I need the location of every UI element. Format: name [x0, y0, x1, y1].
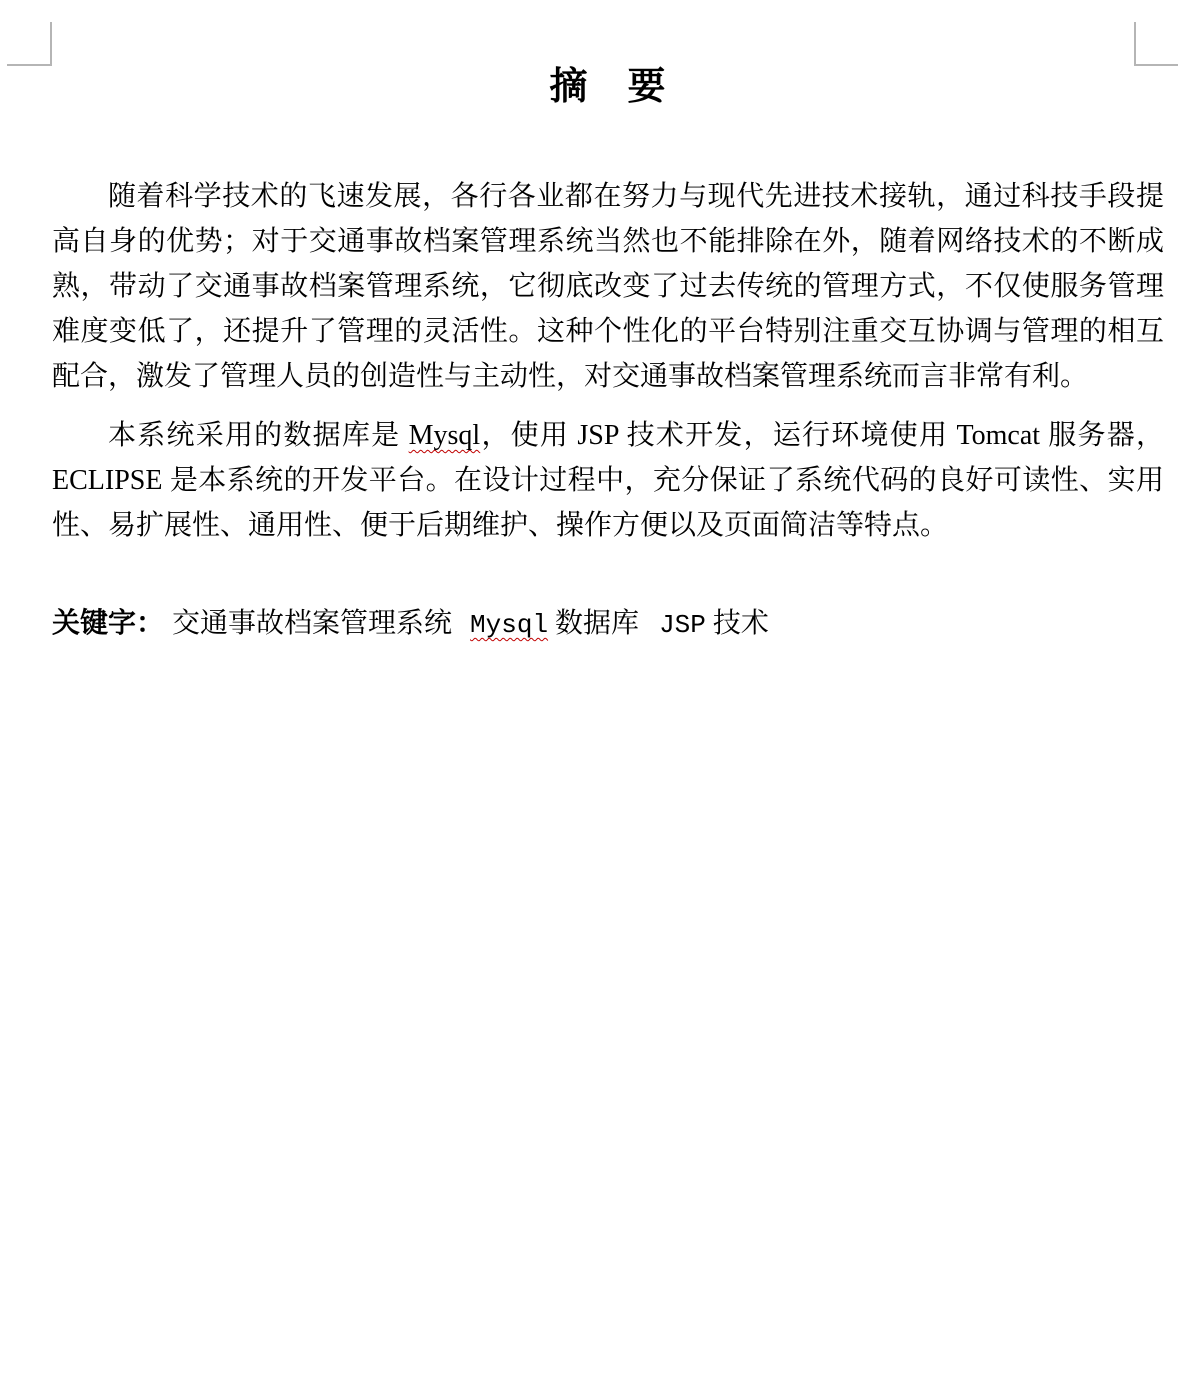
misspelled-word-mysql: Mysql	[408, 420, 481, 451]
abstract-title: 摘 要	[549, 66, 667, 108]
abstract-paragraph-2-lead: 本系统采用的数据库是	[108, 420, 409, 451]
abstract-paragraph-2-rest: ，使用 JSP 技术开发，运行环境使用 Tomcat 服务器，ECLIPSE 是本系统的开发平台。在设计过程中，充分保证了系统代码的良好可读性、实用性、易扩展性、通用性、便于后期维护、操作方便以及页面简洁等特点。	[52, 420, 1164, 541]
abstract-paragraph-1-text: 随着科学技术的飞速发展，各行各业都在努力与现代先进技术接轨，通过科技手段提高自身的优势；对于交通事故档案管理系统当然也不能排除在外，随着网络技术的不断成熟，带动了交通事故档案管理系统，它彻底改变了过去传统的管理方式，不仅使服务管理难度变低了，还提升了管理的灵活性。这种个性化的平台特别注重交互协调与管理的相互配合，激发了管理人员的创造性与主动性，对交通事故档案管理系统而言非常有利。	[52, 181, 1164, 392]
keyword-item-database: 数据库	[555, 608, 640, 639]
keywords-line	[52, 600, 1164, 648]
abstract-paragraph-1	[52, 174, 1164, 399]
abstract-paragraph-2	[52, 413, 1164, 548]
keyword-item-technology: 技术	[712, 608, 769, 639]
keywords-label: 关键字：	[52, 607, 165, 638]
margin-crop-mark-top-left	[7, 22, 52, 66]
keyword-item-mysql: Mysql	[470, 610, 549, 640]
page-content	[52, 0, 1164, 648]
keyword-item-jsp: JSP	[659, 610, 706, 640]
keyword-item-system: 交通事故档案管理系统	[172, 608, 453, 639]
